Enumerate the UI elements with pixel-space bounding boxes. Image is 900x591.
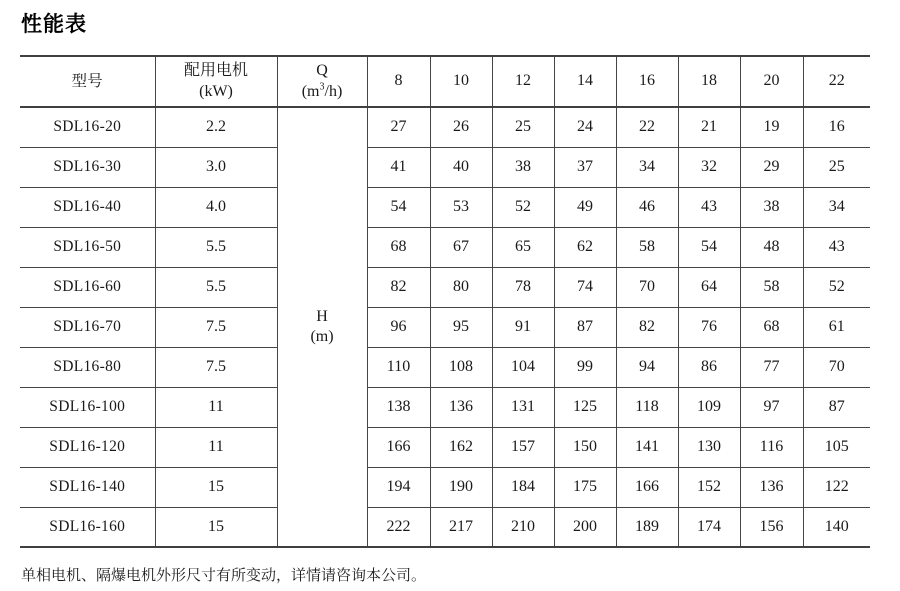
head-value-cell: 166 <box>367 427 430 467</box>
power-cell: 3.0 <box>155 147 277 187</box>
head-value-cell: 157 <box>492 427 554 467</box>
head-value-cell: 21 <box>678 107 740 147</box>
power-cell: 5.5 <box>155 267 277 307</box>
table-row <box>20 467 870 507</box>
head-value-cell: 38 <box>740 187 803 227</box>
head-value-cell: 141 <box>616 427 678 467</box>
head-value-cell: 109 <box>678 387 740 427</box>
head-value-cell: 108 <box>430 347 492 387</box>
head-value-cell: 58 <box>740 267 803 307</box>
head-value-cell: 200 <box>554 507 616 547</box>
table-row <box>20 267 870 307</box>
model-cell: SDL16-70 <box>20 307 155 347</box>
power-cell: 15 <box>155 507 277 547</box>
head-value-cell: 46 <box>616 187 678 227</box>
head-value-cell: 104 <box>492 347 554 387</box>
head-symbol: H <box>316 307 328 325</box>
head-value-cell: 43 <box>678 187 740 227</box>
head-value-cell: 82 <box>616 307 678 347</box>
head-value-cell: 25 <box>803 147 870 187</box>
head-value-cell: 68 <box>367 227 430 267</box>
head-value-cell: 86 <box>678 347 740 387</box>
head-value-cell: 175 <box>554 467 616 507</box>
head-value-cell: 130 <box>678 427 740 467</box>
flow-unit-post: /h) <box>324 82 343 100</box>
head-value-cell: 49 <box>554 187 616 227</box>
table-row <box>20 427 870 467</box>
head-value-cell: 138 <box>367 387 430 427</box>
head-value-cell: 105 <box>803 427 870 467</box>
table-row <box>20 107 870 147</box>
model-cell: SDL16-30 <box>20 147 155 187</box>
col-header-motor <box>155 56 277 107</box>
motor-header-unit: (kW) <box>199 82 233 100</box>
flow-symbol: Q <box>316 62 328 80</box>
head-value-cell: 16 <box>803 107 870 147</box>
head-value-cell: 184 <box>492 467 554 507</box>
head-value-cell: 64 <box>678 267 740 307</box>
model-cell: SDL16-160 <box>20 507 155 547</box>
head-value-cell: 70 <box>803 347 870 387</box>
head-value-cell: 96 <box>367 307 430 347</box>
model-cell: SDL16-80 <box>20 347 155 387</box>
footnote: 单相电机、隔爆电机外形尺寸有所变动，详情请咨询本公司。 <box>21 568 427 584</box>
flow-column-header: 22 <box>803 56 870 107</box>
table-row <box>20 347 870 387</box>
power-cell: 11 <box>155 427 277 467</box>
head-value-cell: 22 <box>616 107 678 147</box>
head-unit: (m) <box>310 328 334 345</box>
head-value-cell: 210 <box>492 507 554 547</box>
head-value-cell: 34 <box>616 147 678 187</box>
head-value-cell: 41 <box>367 147 430 187</box>
head-value-cell: 91 <box>492 307 554 347</box>
head-value-cell: 53 <box>430 187 492 227</box>
model-cell: SDL16-50 <box>20 227 155 267</box>
head-value-cell: 40 <box>430 147 492 187</box>
head-value-cell: 222 <box>367 507 430 547</box>
head-value-cell: 54 <box>367 187 430 227</box>
table-row <box>20 147 870 187</box>
flow-unit-sup: 3 <box>319 81 325 93</box>
flow-column-header: 18 <box>678 56 740 107</box>
flow-column-header: 20 <box>740 56 803 107</box>
head-value-cell: 166 <box>616 467 678 507</box>
head-value-cell: 80 <box>430 267 492 307</box>
col-header-model: 型号 <box>20 56 155 107</box>
head-value-cell: 125 <box>554 387 616 427</box>
power-cell: 5.5 <box>155 227 277 267</box>
table-row <box>20 227 870 267</box>
flow-unit-pre: (m <box>301 82 320 100</box>
head-value-cell: 122 <box>803 467 870 507</box>
head-value-cell: 24 <box>554 107 616 147</box>
table-row <box>20 307 870 347</box>
head-value-cell: 97 <box>740 387 803 427</box>
head-value-cell: 78 <box>492 267 554 307</box>
head-value-cell: 82 <box>367 267 430 307</box>
head-value-cell: 76 <box>678 307 740 347</box>
power-cell: 15 <box>155 467 277 507</box>
flow-column-header: 16 <box>616 56 678 107</box>
flow-unit <box>278 82 367 102</box>
table-header <box>20 56 870 107</box>
head-value-cell: 62 <box>554 227 616 267</box>
head-value-cell: 118 <box>616 387 678 427</box>
head-value-cell: 25 <box>492 107 554 147</box>
head-unit-cell <box>277 107 367 547</box>
table-row <box>20 387 870 427</box>
head-value-cell: 116 <box>740 427 803 467</box>
head-value-cell: 58 <box>616 227 678 267</box>
head-value-cell: 110 <box>367 347 430 387</box>
head-value-cell: 77 <box>740 347 803 387</box>
head-value-cell: 54 <box>678 227 740 267</box>
head-value-cell: 74 <box>554 267 616 307</box>
head-value-cell: 87 <box>554 307 616 347</box>
head-value-cell: 140 <box>803 507 870 547</box>
model-cell: SDL16-120 <box>20 427 155 467</box>
power-cell: 7.5 <box>155 347 277 387</box>
head-value-cell: 131 <box>492 387 554 427</box>
head-value-cell: 87 <box>803 387 870 427</box>
table-body <box>20 107 870 547</box>
model-cell: SDL16-140 <box>20 467 155 507</box>
head-value-cell: 43 <box>803 227 870 267</box>
head-value-cell: 19 <box>740 107 803 147</box>
power-cell: 2.2 <box>155 107 277 147</box>
head-value-cell: 65 <box>492 227 554 267</box>
head-value-cell: 26 <box>430 107 492 147</box>
head-value-cell: 68 <box>740 307 803 347</box>
head-value-cell: 190 <box>430 467 492 507</box>
head-value-cell: 32 <box>678 147 740 187</box>
head-value-cell: 99 <box>554 347 616 387</box>
head-value-cell: 70 <box>616 267 678 307</box>
table-row <box>20 187 870 227</box>
head-value-cell: 67 <box>430 227 492 267</box>
col-header-flow <box>277 56 367 107</box>
performance-table <box>20 55 870 548</box>
head-value-cell: 48 <box>740 227 803 267</box>
head-value-cell: 95 <box>430 307 492 347</box>
head-value-cell: 174 <box>678 507 740 547</box>
head-value-cell: 37 <box>554 147 616 187</box>
head-value-cell: 52 <box>492 187 554 227</box>
head-value-cell: 217 <box>430 507 492 547</box>
model-cell: SDL16-60 <box>20 267 155 307</box>
head-value-cell: 34 <box>803 187 870 227</box>
head-value-cell: 189 <box>616 507 678 547</box>
model-cell: SDL16-100 <box>20 387 155 427</box>
head-value-cell: 38 <box>492 147 554 187</box>
head-value-cell: 156 <box>740 507 803 547</box>
header-row <box>20 56 870 107</box>
head-value-cell: 61 <box>803 307 870 347</box>
head-value-cell: 136 <box>740 467 803 507</box>
head-value-cell: 162 <box>430 427 492 467</box>
flow-column-header: 10 <box>430 56 492 107</box>
page-title: 性能表 <box>21 13 87 36</box>
head-value-cell: 27 <box>367 107 430 147</box>
table-row <box>20 507 870 547</box>
power-cell: 4.0 <box>155 187 277 227</box>
head-value-cell: 194 <box>367 467 430 507</box>
flow-column-header: 14 <box>554 56 616 107</box>
model-cell: SDL16-40 <box>20 187 155 227</box>
head-value-cell: 152 <box>678 467 740 507</box>
head-value-cell: 94 <box>616 347 678 387</box>
head-value-cell: 52 <box>803 267 870 307</box>
power-cell: 11 <box>155 387 277 427</box>
flow-column-header: 12 <box>492 56 554 107</box>
flow-column-header: 8 <box>367 56 430 107</box>
head-value-cell: 136 <box>430 387 492 427</box>
head-value-cell: 150 <box>554 427 616 467</box>
power-cell: 7.5 <box>155 307 277 347</box>
head-value-cell: 29 <box>740 147 803 187</box>
motor-header-name: 配用电机 <box>183 62 248 80</box>
model-cell: SDL16-20 <box>20 107 155 147</box>
